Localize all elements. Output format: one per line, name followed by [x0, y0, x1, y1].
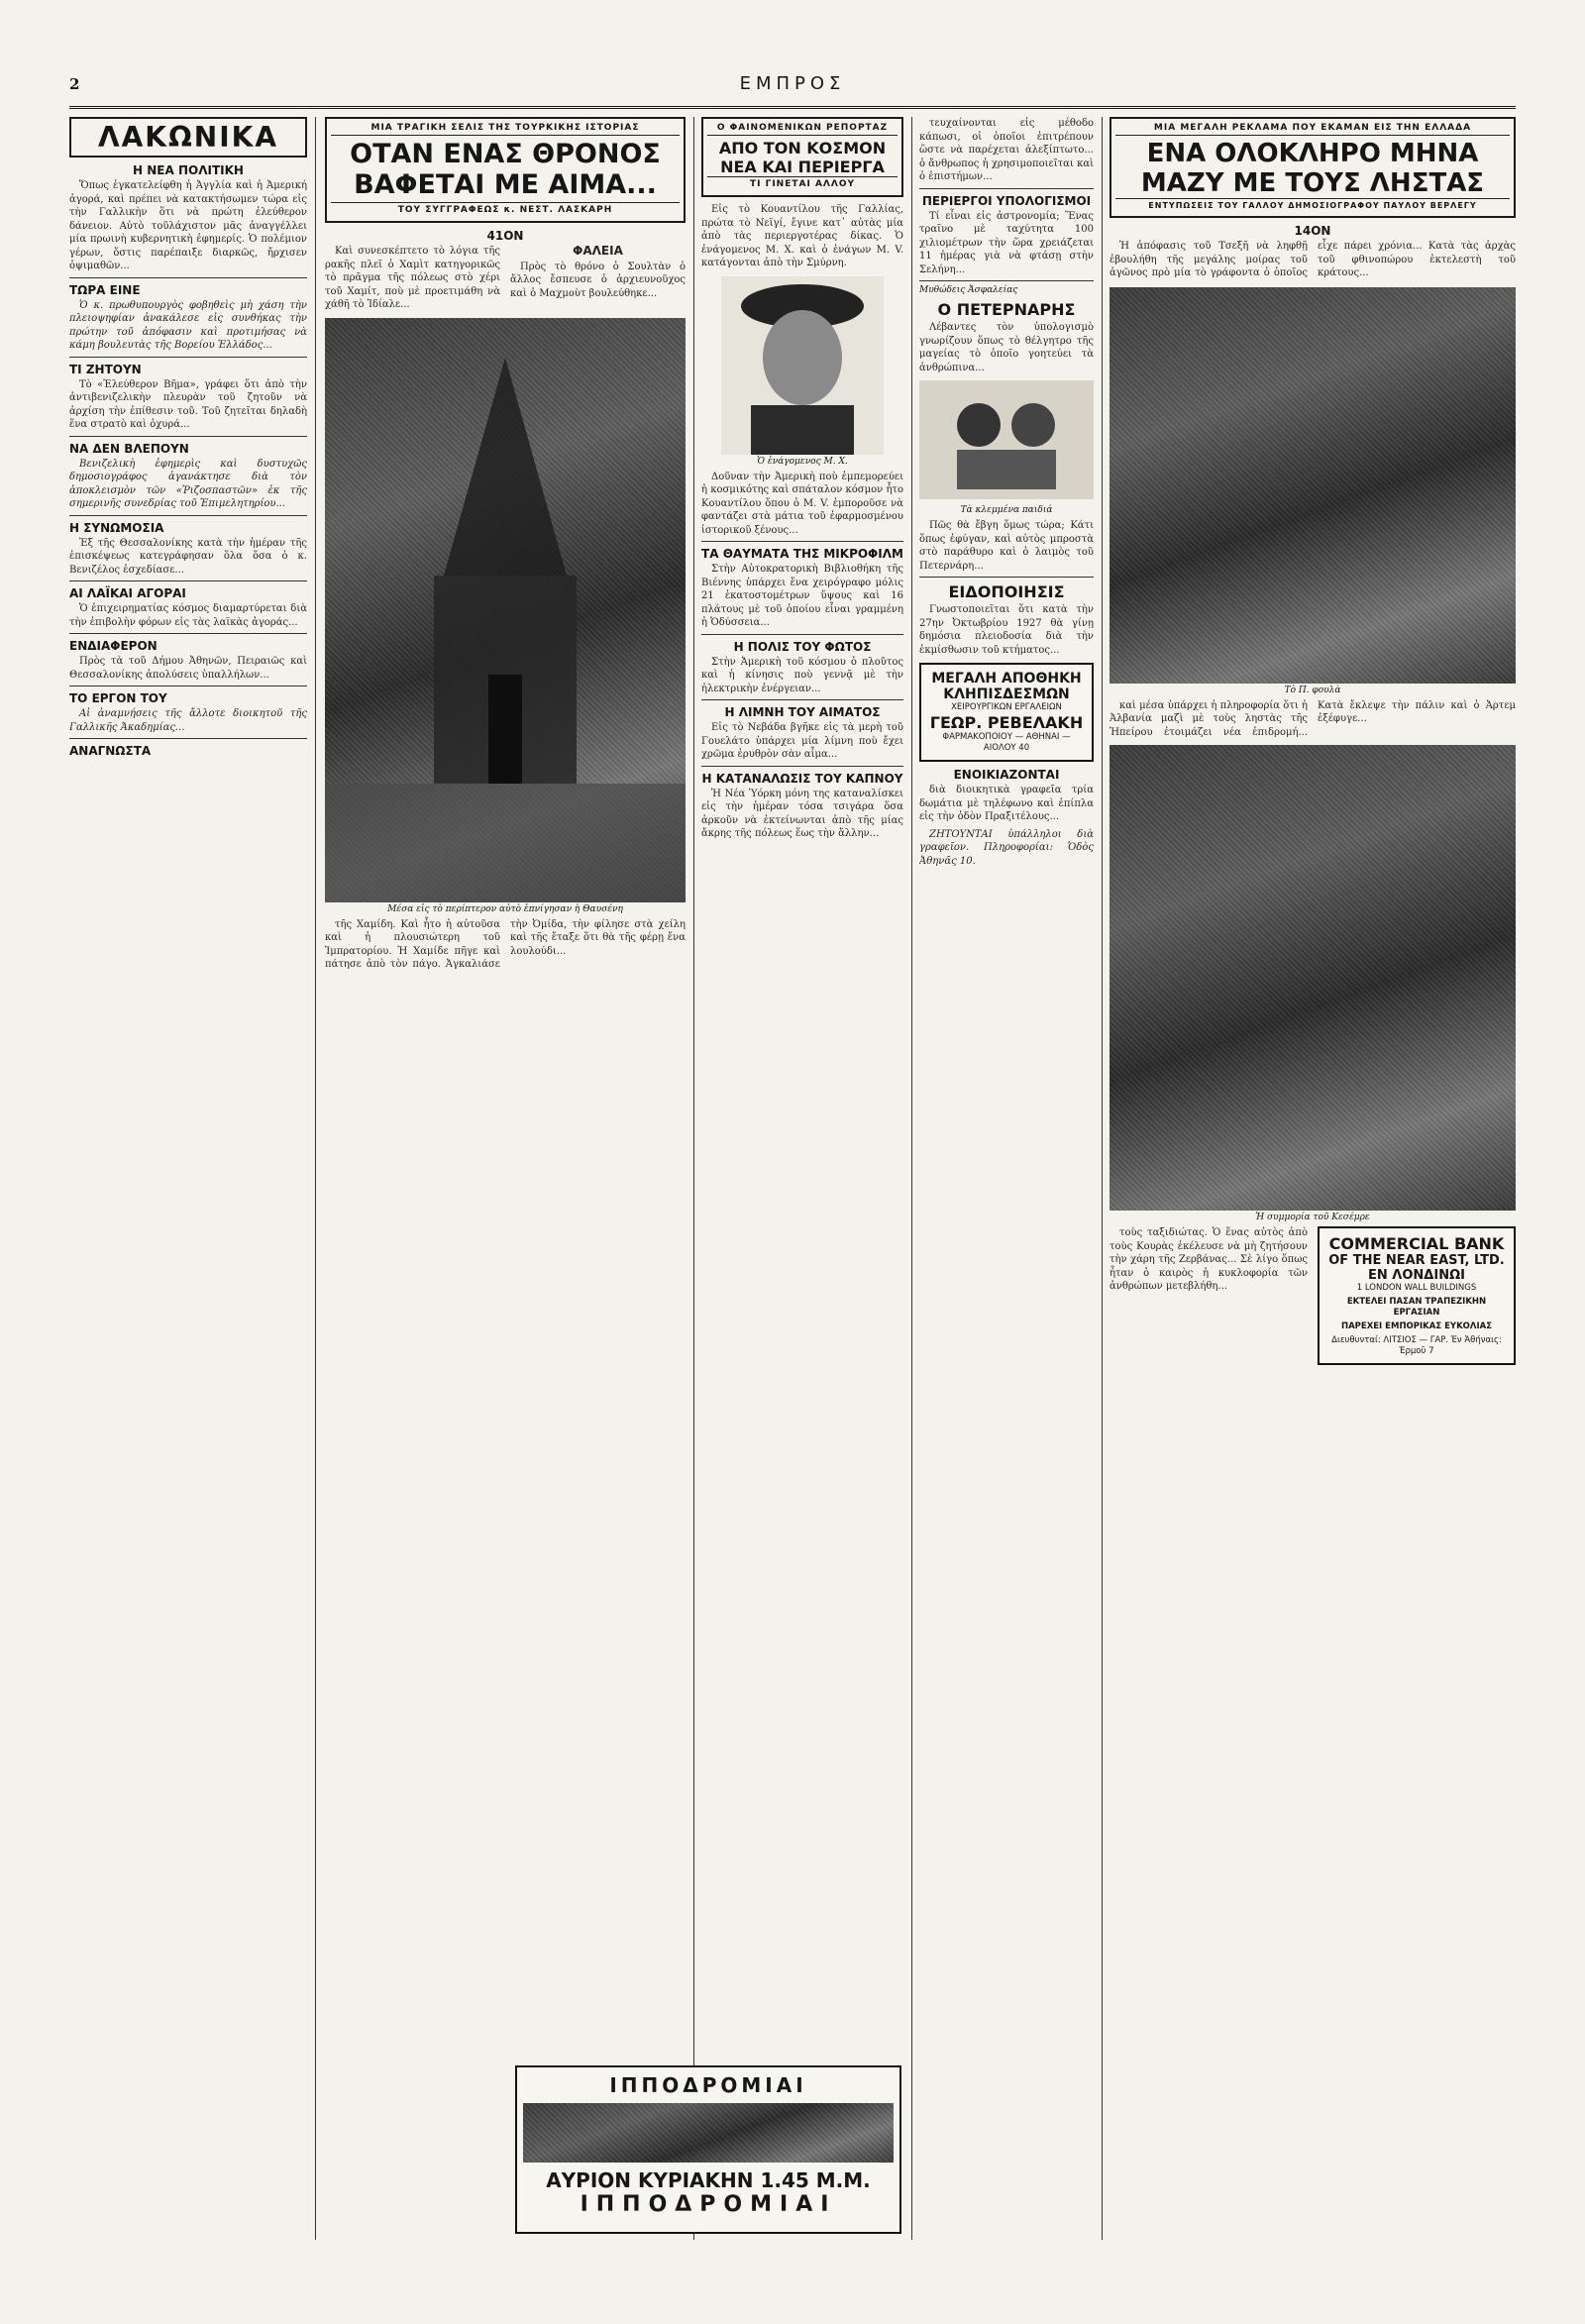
notices-text [919, 603, 1094, 657]
world-news-column [701, 117, 903, 2240]
ad-line: ΕΝ ΛΟΝΔΙΝΩΙ [1368, 1268, 1465, 1283]
ad-line: ΦΑΡΜΑΚΟΠΟΙΟΥ — ΑΘΗΝΑΙ — ΑΙΟΛΟΥ 40 [942, 732, 1071, 753]
divider [919, 280, 1094, 281]
bank-ad [1318, 1226, 1516, 1365]
episode-number: 14ΟΝ [1294, 224, 1331, 238]
story-headline-2: ΜΑΖΥ ΜΕ ΤΟΥΣ ΛΗΣΤΑΣ [1140, 168, 1485, 198]
paragraph: Τί εἶναι εἰς ἀστρονομία; Ἕνας τραῖνο μὲ ταχύτητα 100 χιλιομέτρων τὴν ὥρα χρειάζεται 11 ἡμέρας γιὰ νὰ φτάσῃ στὴν Σελήνη... [919, 210, 1094, 275]
column-rule [693, 117, 694, 2240]
lakonika-column [69, 117, 307, 2240]
section-text [69, 707, 307, 734]
story-text [325, 245, 686, 312]
masthead [69, 69, 1516, 109]
ad-line: ΧΕΙΡΟΥΡΓΙΚΩΝ ΕΡΓΑΛΕΙΩΝ [951, 702, 1062, 712]
paragraph: τευχαίνονται εἰς μέθοδο κάπωσι, οἱ ὁποῖοι ἐπιτρέπουν ὥστε νὰ παρέχεται ἀλεξίπτωτο... ὁ ἄνθρωπος ἡ χρησιμοποιεῖται καὶ ὁ ἐπιστήμων... [919, 118, 1094, 182]
pavilion-illustration [325, 318, 686, 902]
section-title: ΤΟ ΕΡΓΟΝ ΤΟΥ [69, 691, 167, 705]
bandits-header [1110, 117, 1516, 218]
section-title: Ο ΠΕΤΕΡΝΑΡΗΣ [937, 300, 1076, 319]
section-text [701, 563, 903, 630]
portrait-photo [721, 276, 884, 455]
story-byline: ΤΟΥ ΣΥΓΓΡΑΦΕΩΣ κ. ΝΕΣΤ. ΛΑΣΚΑΡΗ [331, 202, 680, 217]
world-headline-2: ΝΕΑ ΚΑΙ ΠΕΡΙΕΡΓΑ [720, 158, 885, 176]
paragraph: Πῶς θὰ ἔβγη ὅμως τώρα; Κάτι ὅπως ἐφύγαν, καὶ αὐτὸς μπροστὰ στὸ παράθυρο καὶ ὁ λαιμὸς τοῦ Πετερνάρη... [919, 520, 1094, 572]
episode-number: 41ΟΝ [486, 229, 524, 243]
paragraph: Στὴν Αὐτοκρατορικὴ Βιβλιοθήκη τῆς Βιέννης ὑπάρχει ἕνα χειρόγραφο μόλις 21 ἑκατοστομέτρων ὕψους καὶ 16 πλάτους μὲ τοῦ ὁποίου εἶναι γραμμένη ἡ Ὁδύσσεια... [701, 564, 903, 628]
lakonika-title: ΛΑΚΩΝΙΚΑ [97, 121, 279, 154]
world-text [701, 203, 903, 270]
subhead: ΦΑΛΕΙΑ [573, 244, 623, 258]
divider [69, 738, 307, 739]
section-title: ΑΙ ΛΑΪΚΑΙ ΑΓΟΡΑΙ [69, 586, 186, 600]
section-text [69, 458, 307, 511]
divider [701, 699, 903, 700]
section-title: Η ΝΕΑ ΠΟΛΙΤΙΚΗ [133, 163, 244, 177]
section-title: ΕΝΔΙΑΦΕΡΟΝ [69, 639, 158, 653]
column-rule [1102, 117, 1103, 2240]
section-text-continued [919, 519, 1094, 573]
world-text-continued [701, 471, 903, 538]
paragraph: Τὸ «Ἐλεύθερον Βῆμα», γράφει ὅτι ἀπὸ τὴν ἀντιβενιζελικὴν πλευρὰν τοῦ ζητοῦν νὰ ἀρχίση τὴν ἐπίθεσιν τοῦ. Τοῦ ζητεῖται δηλαδὴ ἕνα στρατὸ καὶ ὀχυρά... [69, 378, 307, 430]
page-number: 2 [69, 75, 80, 93]
divider [919, 188, 1094, 189]
portrait-illustration [721, 276, 884, 455]
photo-texture [1110, 287, 1516, 684]
section-title: ΝΑ ΔΕΝ ΒΛΕΠΟΥΝ [69, 441, 189, 456]
world-kicker: Ο ΦΑΙΝΟΜΕΝΙΚΩΝ ΡΕΠΟΡΤΑΖ [707, 123, 898, 136]
village-photo [1110, 287, 1516, 684]
ad-line: ΕΚΤΕΛΕΙ ΠΑΣΑΝ ΤΡΑΠΕΖΙΚΗΝ ΕΡΓΑΣΙΑΝ [1346, 1297, 1487, 1318]
section-text [701, 788, 903, 841]
paragraph: Πρὸς τὸ θρόνο ὁ Σουλτὰν ὁ ἄλλος ἔσπευσε ὁ ἀρχιευνοῦχος καὶ ὁ Μαχμοὺτ βουλεύθηκε... [510, 261, 686, 299]
ad-line: Διευθυνταί: ΛΙΤΣΙΟΣ — ΓΑΡ. Ἐν Ἀθήναις: Ἑρμοῦ 7 [1331, 1335, 1502, 1356]
photo-caption: Μέσα εἰς τὸ περίπτερον αὐτὸ ἐπνίγησαν ἡ Θαυσένη [387, 903, 623, 914]
photo-texture [523, 2103, 894, 2163]
paragraph: Αἱ ἀναμνήσεις τῆς ἄλλοτε διοικητοῦ τῆς Γαλλικῆς Ἀκαδημίας... [69, 708, 307, 733]
paragraph: Ὁ κ. πρωθυπουργὸς φοβηθεὶς μὴ χάση τὴν πλειοψηφίαν ἀνακάλεσε εἰς συνθήκας τὴν πρώτην τοῦ ἀπόφασιν καὶ προτιμήσας νὰ κάμη βουλευτὰς τῆς Βορείου Ἑλλάδος... [69, 299, 307, 351]
divider [69, 277, 307, 278]
pavilion-photo [325, 318, 686, 902]
illustration-caption: Τὰ κλεμμένα παιδιά [960, 505, 1053, 515]
section-text [69, 378, 307, 432]
paragraph: διὰ διοικητικὰ γραφεῖα τρία δωμάτια μὲ τηλέφωνο καὶ ἐπίπλα εἰς τὴν ὁδὸν Πραξιτέλους... [919, 785, 1094, 822]
ad-line: ΜΕΓΑΛΗ ΑΠΟΘΗΚΗ [931, 671, 1082, 687]
portrait-caption: Ὁ ἐνάγομενος Μ. Χ. [757, 456, 848, 467]
section-text [701, 656, 903, 696]
hippodrome-ad [515, 2065, 901, 2234]
divider [701, 541, 903, 542]
paragraph: Ὅπως ἐγκατελείφθη ἡ Ἀγγλία καὶ ἡ Ἀμερική ἀγορά, καὶ πρέπει νὰ κατακτήσωμεν τώρα εἰς τὴν Γαλλικὴν ὅτι νὰ πρώτη ἐλεύθερον δάνειον. Αὐτὸ τοῦλάχιστον μᾶς ἀναγγέλλει μία πρωινὴ κυβερνητικὴ ἐφημερίς. Ὁ πολέμιον γέρων, ὅστις παρέπαιξε διαρκῶς, ἤρχισεν ὀψιμαθῶν... [69, 180, 307, 271]
divider [701, 634, 903, 635]
ad-line: 1 LONDON WALL BUILDINGS [1356, 1283, 1477, 1293]
section-title: Η ΣΥΝΩΜΟΣΙΑ [69, 520, 164, 535]
ad-line: ΑΥΡΙΟΝ ΚΥΡΙΑΚΗΝ 1.45 Μ.Μ. [546, 2168, 871, 2192]
ad-line: COMMERCIAL BANK [1328, 1234, 1505, 1253]
divider [69, 633, 307, 634]
story-byline: ΕΝΤΥΠΩΣΕΙΣ ΤΟΥ ΓΑΛΛΟΥ ΔΗΜΟΣΙΟΓΡΑΦΟΥ ΠΑΥΛΟΥ ΒΕΡΛΕΓΥ [1115, 198, 1510, 212]
paragraph: Στὴν Ἀμερικὴ τοῦ κόσμου ὁ πλοῦτος καὶ ἡ κίνησις ποὺ γεννᾷ μὲ τὴν ἠλεκτρικὴν ἐνέργειαν... [701, 656, 903, 694]
turkish-story-header [325, 117, 686, 223]
paragraph: Καὶ συνεσκέπτετο τὸ λόγια τῆς ρακῆς πλεῖ ὁ Χαμὶτ κατηγορικῶς τὸ πρᾶγμα τῆς πόλεως στὸ χέρι τοῦ Χαμίτ, ποὺ μὲ προετιμάθη νὰ χάθῆ τὸ Ἰδίαλε... [325, 246, 500, 310]
story-text-final [1110, 1226, 1308, 1365]
ad-line: ΓΕΩΡ. ΡΕΒΕΛΑΚΗ [929, 713, 1084, 732]
story-headline-2: ΒΑΦΕΤΑΙ ΜΕ ΑΙΜΑ... [354, 169, 657, 200]
children-drawing [919, 380, 1094, 499]
bandits-bottom [1110, 1226, 1516, 1365]
paragraph: καὶ μέσα ὑπάρχει ἡ πληροφορία ὅτι ἡ Ἀλβανία μαζὶ μὲ τοὺς ληστὰς τῆς Ἠπείρου ἐτοιμάζει νέα ἐπιδρομή... Κατὰ ἔκλεψε τὴν πάλιν καὶ ὁ Ἀρτεμ ἐξέφυγε... [1110, 699, 1516, 738]
section-title: ΠΕΡΙΕΡΓΟΙ ΥΠΟΛΟΓΙΣΜΟΙ [921, 193, 1092, 208]
rent-title: ΕΝΟΙΚΙΑΖΟΝΤΑΙ [953, 768, 1060, 782]
story-kicker: ΜΙΑ ΜΕΓΑΛΗ ΡΕΚΛΑΜΑ ΠΟΥ ΕΚΑΜΑΝ ΕΙΣ ΤΗΝ ΕΛΛΑΔΑ [1115, 123, 1510, 136]
section-text [69, 537, 307, 578]
section-title: ΤΑ ΘΑΥΜΑΤΑ ΤΗΣ ΜΙΚΡΟΦΙΛΜ [701, 547, 903, 561]
rent-text [919, 784, 1094, 824]
paragraph: Ἐξ τῆς Θεσσαλονίκης κατὰ τὴν ἡμέραν τῆς ἐπισκέψεως κατεγράφησαν ὅλα ὅσα ὁ κ. Βενιζέλος ἐσχεδίασε... [69, 537, 307, 576]
divider [69, 357, 307, 358]
section-text [919, 321, 1094, 374]
section-title: ΤΩΡΑ ΕΙΝΕ [69, 282, 141, 297]
divider [69, 515, 307, 516]
ad-line: ΠΑΡΕΧΕΙ ΕΜΠΟΡΙΚΑΣ ΕΥΚΟΛΙΑΣ [1340, 1321, 1493, 1331]
racehorse-illustration [523, 2103, 894, 2163]
children-illustration [919, 380, 1094, 499]
section-title: Η ΠΟΛΙΣ ΤΟΥ ΦΩΤΟΣ [733, 639, 872, 654]
paragraph: Εἰς τὸ Νεβάδα βγῆκε εἰς τὰ μερὴ τοῦ Γουελάτο ὑπάρχει μία λίμνη ποὺ ἔχει χρῶμα ἐρυθρὸν σὰν αἷμα... [701, 722, 903, 760]
story-text-continued [1110, 699, 1516, 740]
section-title: Η ΚΑΤΑΝΑΛΩΣΙΣ ΤΟΥ ΚΑΠΝΟΥ [701, 771, 903, 786]
photo-texture [1110, 745, 1516, 1211]
paragraph: ΖΗΤΟΥΝΤΑΙ ὑπάλληλοι διὰ γραφεῖον. Πληροφορίαι: Ὁδὸς Ἀθηνᾶς 10. [919, 828, 1094, 867]
column-text [919, 117, 1094, 184]
mixed-column [919, 117, 1094, 2240]
notices-title: ΕΙΔΟΠΟΙΗΣΙΣ [948, 582, 1065, 601]
section-text [701, 721, 903, 762]
section-kicker: Μυθώδεις Ἀσφαλείας [919, 285, 1018, 295]
divider [919, 577, 1094, 578]
hire-text [919, 828, 1094, 869]
paragraph: Λέβαντες τὸν ὑπολογισμὸ γνωρίζουν ὅπως τὸ θέλγητρο τῆς μαγείας τὸ ὁποῖο γοητεύει τὰ ἀνθρώπινα... [919, 322, 1094, 373]
section-title: ΑΝΑΓΝΩΣΤΑ [69, 744, 152, 758]
world-subkicker: ΤΙ ΓΙΝΕΤΑΙ ΑΛΛΟΥ [707, 176, 898, 191]
paper-title: ΕΜΠΡΟΣ [739, 73, 846, 94]
paragraph: Δοῦναν τὴν Ἀμερικὴ ποὺ ἐμπεμορεύει ἡ κοσμικότης καὶ σπάταλον κόσμον ἦτο Κουαντίλου ὅπου ὁ Μ. V. ἐμποροῦσε νὰ φαντάζει στὰ μάτια τοῦ ἐφαρμοσμένου ἰστορικοῦ ξένους... [701, 471, 903, 536]
ad-line: ΚΛΗΠΙΣΔΕΣΜΩΝ [943, 687, 1070, 702]
paragraph: τῆς Χαμίδη. Καὶ ἦτο ἡ αὐτοῦσα καὶ ἡ πλουσιώτερη τοῦ Ἰμπρατορίου. Ἡ Χαμίδε πῆγε καὶ πάτησε ἀπὸ τὸν πάγο. Ἀγκαλιάσε τὴν Ὀμίδα, τὴν φίλησε στὰ χείλη καὶ τῆς ἔταξε ὅτι θὰ τῆς φέρῃ ἕνα λουλούδι... [325, 918, 686, 970]
lakonika-title-box [69, 117, 307, 158]
turkish-story-column [325, 117, 686, 2240]
paragraph: Πρὸς τὰ τοῦ Δήμου Ἀθηνῶν, Πειραιῶς καὶ Θεσσαλονίκης ἀπολύσεις ὑπαλλήλων... [69, 656, 307, 681]
bandits-story-column [1110, 117, 1516, 2240]
divider [701, 766, 903, 767]
world-header [701, 117, 903, 197]
section-text [69, 179, 307, 273]
paragraph: Ὁ ἐπιχειρηματίας κόσμος διαμαρτύρεται διὰ τὴν ἐπιβολὴν φόρων εἰς τὰς λαϊκὰς ἀγοράς... [69, 603, 307, 628]
photo-caption: Τὸ Π. φουλὰ [1284, 685, 1341, 695]
column-rule [315, 117, 316, 2240]
paragraph: Ἡ Νέα Ὑόρκη μόνη της καταναλίσκει εἰς τὴν ἡμέραν τόσα τσιγάρα ὅσα ἀρκοῦν νὰ ἐκτείνωνται ἀπὸ τῆς μίας ἄκρης τῆς πόλεως ἕως τὴν ἄλλην... [701, 788, 903, 839]
photo-caption: Ἡ συμμορία τοῦ Κεσέμρε [1255, 1213, 1370, 1222]
paragraph: Εἰς τὸ Κουαντίλου τῆς Γαλλίας, πρώτα τὸ Νεϊγί, ἔγινε κατ᾽ αὐτὰς μία ἀπὸ τὰς περιεργοτέρας δίκας. Ὁ ἐνάγομενος Μ. Χ. καὶ ὁ ἐνάγων Μ. V. κατάγονται ἀπὸ τὴν Σμύρνη. [701, 204, 903, 268]
ad-line: ΙΠΠΟΔΡΟΜΙΑΙ [609, 2073, 807, 2097]
section-title: Η ΛΙΜΝΗ ΤΟΥ ΑΙΜΑΤΟΣ [724, 705, 881, 719]
section-title: ΤΙ ΖΗΤΟΥΝ [69, 362, 142, 376]
world-headline-1: ΑΠΟ ΤΟΝ ΚΟΣΜΟΝ [718, 139, 887, 158]
section-text [69, 655, 307, 682]
paragraph: Γνωστοποιεῖται ὅτι κατὰ τὴν 27ην Ὀκτωβρίου 1927 θὰ γίνῃ δημόσια πλειοδοσία διὰ τὴν ἐκμίσθωσιν τοῦ κτήματος... [919, 604, 1094, 656]
divider [69, 686, 307, 687]
paragraph: Ἡ ἀπόφασις τοῦ Τσεξῆ νὰ ληφθῇ ἐβουλήθη τῆς μεγάλης μοίρας τοῦ ἀγῶνος πρὸ μία τὸ γράφοντα ὁ ὁποῖος εἶχε πάρει χρόνια... Κατὰ τὰς ἀρχὰς τοῦ φθινοπώρου ἐκτελεστὴ τοῦ κράτους... [1110, 241, 1516, 278]
section-text [69, 602, 307, 629]
story-text-continued [325, 918, 686, 972]
paragraph: τοὺς ταξιδιώτας. Ὁ ἕνας αὐτὸς ἀπὸ τοὺς Κουρὰς ἐκέλευσε νὰ μὴ ζητήσουν τὴν χάρη τῆς Ζερβάνας... Σὲ λίγο ὅπως ἦταν ὁ καιρὸς ἡ κυκλοφορία τῶν ἀνθρώπων μετεβλήθη... [1110, 1227, 1308, 1292]
section-text [919, 210, 1094, 277]
ad-line: OF THE NEAR EAST, LTD. [1328, 1253, 1505, 1268]
divider [69, 436, 307, 437]
story-headline-1: ΕΝΑ ΟΛΟΚΛΗΡΟ ΜΗΝΑ [1146, 139, 1479, 168]
story-headline-1: ΟΤΑΝ ΕΝΑΣ ΘΡΟΝΟΣ [350, 139, 661, 169]
column-rule [911, 117, 912, 2240]
section-text [69, 299, 307, 353]
band-photo [1110, 745, 1516, 1211]
story-kicker: ΜΙΑ ΤΡΑΓΙΚΗ ΣΕΛΙΣ ΤΗΣ ΤΟΥΡΚΙΚΗΣ ΙΣΤΟΡΙΑΣ [331, 123, 680, 136]
ad-line: ΙΠΠΟΔΡΟΜΙΑΙ [580, 2192, 837, 2217]
paragraph: Βενιζελικὴ ἐφημερὶς καὶ δυστυχῶς δημοσιογράφος ἀγανάκτησε διὰ τὸν ἀποκλεισμὸν τῶν «Ῥιζοσπαστῶν» ἐκ τῆς σημερινῆς συνεδρίας τοῦ Ἐπιμελητηρίου... [69, 458, 307, 509]
story-text [1110, 240, 1516, 281]
pharmacy-ad [919, 663, 1094, 762]
